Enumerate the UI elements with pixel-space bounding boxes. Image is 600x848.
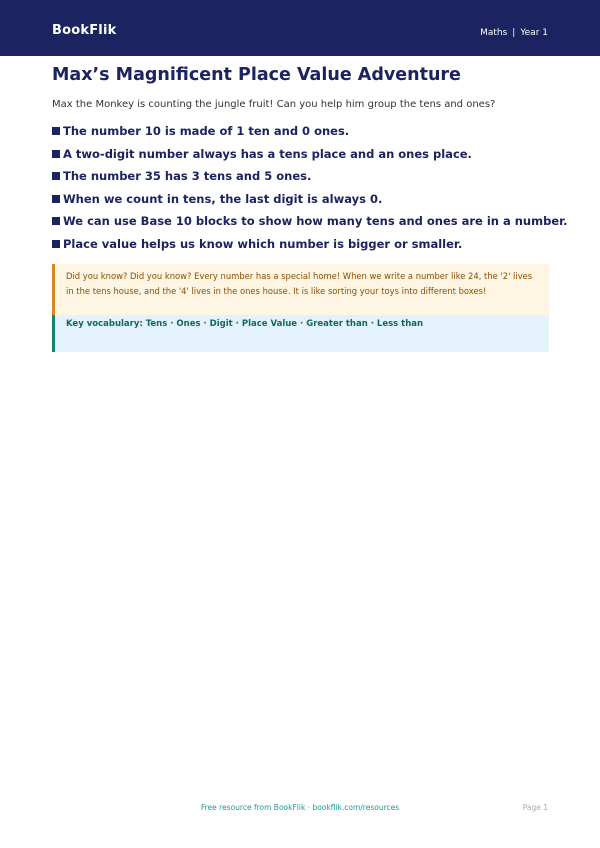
fact-text: When we count in tens, the last digit is always 0. (63, 191, 383, 206)
fact-item (52, 188, 568, 211)
fact-list (52, 120, 568, 255)
fact-text: Place value helps us know which number is bigger or smaller. (63, 236, 463, 251)
footer-resource-link[interactable]: Free resource from BookFlik · bookflik.com/resources (200, 803, 400, 812)
header-bar (0, 0, 600, 56)
did-you-know-callout: Did you know? Did you know? Every number has a special home! When we write a number like 24, the '2' lives in the tens house, and the '4' lives in the ones house. It is like sorting your toys into different boxes! (52, 264, 549, 315)
fact-item (52, 233, 568, 256)
brand-logo[interactable]: BookFlik (52, 23, 117, 38)
square-bullet-icon (52, 172, 60, 180)
square-bullet-icon (52, 195, 60, 203)
fact-item (52, 210, 568, 233)
square-bullet-icon (52, 150, 60, 158)
meta-separator: | (512, 28, 516, 38)
year-label: Year 1 (520, 28, 548, 38)
subject-label: Maths (480, 28, 508, 38)
square-bullet-icon (52, 217, 60, 225)
fact-text: The number 35 has 3 tens and 5 ones. (63, 169, 312, 184)
page-title: Max’s Magnificent Place Value Adventure (52, 65, 461, 85)
subject-meta (480, 28, 548, 38)
fact-item (52, 143, 568, 166)
fact-item (52, 120, 568, 143)
fact-text: A two-digit number always has a tens place and an ones place. (63, 146, 472, 161)
key-vocabulary-box: Key vocabulary: Tens · Ones · Digit · Place Value · Greater than · Less than (52, 315, 549, 352)
fact-text: We can use Base 10 blocks to show how many tens and ones are in a number. (63, 214, 568, 229)
page-number: Page 1 (522, 803, 548, 812)
square-bullet-icon (52, 127, 60, 135)
fact-item (52, 165, 568, 188)
fact-text: The number 10 is made of 1 ten and 0 ones. (63, 124, 350, 139)
square-bullet-icon (52, 240, 60, 248)
intro-text: Max the Monkey is counting the jungle fruit! Can you help him group the tens and ones? (52, 99, 496, 110)
